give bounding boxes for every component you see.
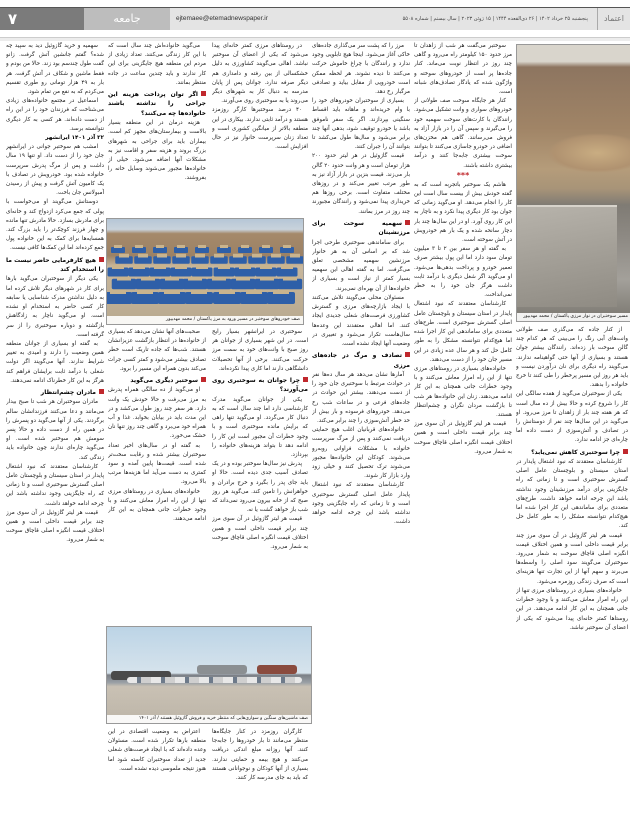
paragraph: سوختبری در ایرانشهر بسیار رایج است. در این شهر بسیاری از جوانان هر روز صبح با وانت‌های خود به سمت مرز حرکت می‌کنند. برخی از آنها تحصیلات دانشگاهی دارند اما کاری پیدا نکرده‌اند. (212, 329, 308, 372)
photo-fuel-trucks (106, 218, 304, 325)
column-4-top (212, 42, 308, 214)
paragraph: مرز را که پشت سر می‌گذاری جاده‌های خاکی آغاز می‌شود. اینجا هیچ تابلویی وجود ندارد و رانندگان با چراغ خاموش حرکت می‌کنند تا دیده نشوند. هر لحظه ممکن است خودرویی از مقابل بیاید و تصادفی مرگبار رخ دهد. (312, 43, 410, 96)
section-separator: *** (456, 170, 470, 180)
paragraph: قیمت هر لیتر گازوئیل در آن سوی مرز چند برابر قیمت داخلی است و همین اختلاف قیمت انگیزه اصلی قاچاق سوخت به شمار می‌رود. (414, 421, 512, 455)
paragraph: به گفته او در سال‌های اخیر تعداد سوختبران بیشتر شده و رقابت سخت‌تر شده است. قیمت‌ها پایین آمده و سود کمتری به دست می‌آید اما هزینه‌ها مرتب بالا می‌رود. (108, 442, 206, 486)
photo-tankers-queue (106, 626, 312, 724)
paragraph: قیمت هر لیتر گازوئیل در آن سوی مرز چند برابر قیمت داخلی است و همین اختلاف قیمت انگیزه اصلی قاچاق سوخت به شمار می‌رود. (6, 509, 104, 544)
subheading-text: سوختبر دیگری می‌گوید (130, 377, 198, 385)
subheading (212, 376, 308, 395)
photo-water-puddle (517, 205, 617, 307)
pickup-truck (213, 268, 234, 277)
pickup-truck (150, 268, 171, 277)
paragraph: امشب هم سوختبر جوانی در ایرانشهر جان خود را از دست داد. او تنها ۱۹ سال داشت و پس از مرگ پدرش سرپرست خانواده شده بود. خودرویش در تصادف با یک کامیون آتش گرفت و پیش از رسیدن آمبولانس جان باخت. (6, 144, 104, 197)
column-5-top (108, 42, 206, 214)
pickup-truck (132, 247, 146, 253)
paragraph: کارگران روزمزد در کنار جایگاه‌ها منتظر می‌مانند تا بار خودروها را جابه‌جا کنند. آنها روزانه مبلغ اندکی دریافت می‌کنند و هیچ بیمه و حمایتی ندارند. بسیاری از آنها کودکان و نوجوانانی هستند که باید به جای مدرسه کار کنند. (212, 729, 308, 782)
pickup-truck (191, 256, 209, 264)
red-square-bullet-icon (405, 352, 410, 357)
paragraph: کارشناسان معتقدند که نبود اشتغال پایدار در استان سیستان و بلوچستان عامل اصلی گسترش سوختبری است و تا زمانی که راه جایگزینی وجود نداشته باشد این چرخه ادامه خواهد داشت. (6, 463, 104, 507)
pickup-truck (234, 268, 255, 277)
pickup-truck (207, 279, 232, 290)
column-3 (312, 42, 410, 816)
pickup-truck (159, 279, 184, 290)
pickup-truck (106, 292, 132, 304)
paragraph: یکی دیگر از سوختبران می‌گوید بارها برای کار در شهرهای دیگر تلاش کرده اما به دلیل نداشتن مدرک شناسایی یا سابقه کار کسی حاضر به استخدام او نشده است. او می‌گوید ناچار به زادگاهش بازگشته و دوباره سوختبری را از سر گرفته است. (6, 276, 104, 338)
paragraph: مسئولان محلی می‌گویند تلاش می‌کنند با ایجاد بازارچه‌های مرزی و گسترش کشاورزی فرصت‌های شغلی جدیدی ایجاد کنند. اما اهالی معتقدند این وعده‌ها سال‌هاست تکرار می‌شود و تغییری در وضعیت آنها ایجاد نشده است. (312, 294, 410, 347)
red-square-bullet-icon (303, 377, 308, 382)
pickup-truck (195, 247, 209, 253)
column-4-bottom (212, 728, 308, 816)
red-square-bullet-icon (405, 220, 410, 225)
paragraph: برای ساماندهی سوختبری طرحی اجرا شد که بر اساس آن به هر خانوار مرزنشین سهمیه مشخصی تعلق می‌گرفت. اما به گفته اهالی این سهمیه بسیار کمتر از نیاز است و بسیاری از خانواده‌ها از آن بهره‌ای نمی‌برند. (312, 239, 410, 292)
pickup-truck (153, 247, 167, 253)
pickup-truck (108, 268, 129, 277)
column-1 (516, 326, 628, 816)
photo-caption: صف خودروهای سوختبر در مسیر ورود به مرز پاکستان / محمد مهدیپور (107, 316, 303, 324)
red-square-bullet-icon (99, 389, 104, 394)
red-square-bullet-icon (99, 257, 104, 262)
pickup-truck (192, 268, 213, 277)
subheading-text: تصادف و مرگ در جاده‌های مرزی (312, 352, 410, 369)
pickup-truck (210, 256, 228, 264)
red-square-bullet-icon (623, 449, 628, 454)
pickup-truck (115, 256, 133, 264)
pickup-truck (254, 279, 279, 290)
pickup-truck (131, 292, 159, 304)
pickup-truck (255, 268, 276, 277)
pickup-truck (278, 279, 303, 290)
paragraph: به گفته او هر سفر بین ۲ تا ۳ میلیون تومان سود دارد اما این پول بیشتر صرف تعمیر خودرو و پرداخت بدهی‌ها می‌شود. او می‌گوید اگر شغل دیگری با درآمد ثابت داشت هرگز جان خود را به خطر نمی‌انداخت. (414, 246, 512, 299)
paragraph: خانواده‌های بسیاری در روستاهای مرزی تنها از این راه امرار معاش می‌کنند و با وجود خطرات جانی همچنان به این کار ادامه می‌دهند. زنان این خانواده‌ها هر شب تا بازگشت مردان نگران و چشم‌انتظار هستند. (414, 365, 512, 418)
car-row (127, 677, 302, 683)
tanker-truck (197, 665, 247, 674)
paragraph: خانواده‌های بسیاری در روستاهای مرزی تنها از این راه امرار معاش می‌کنند و با وجود خطرات جانی همچنان به این کار ادامه می‌دهند. (108, 488, 206, 523)
paragraph: اعتراض به وضعیت اقتصادی در این منطقه بارها تکرار شده است. مسئولان وعده داده‌اند که با ایجاد فرصت‌های شغلی جدید از تعداد سوختبران کاسته شود اما هنوز نتیجه ملموسی دیده نشده است. (108, 729, 206, 772)
paragraph: مادران سوختبران هر شب تا صبح بیدار می‌مانند و دعا می‌کنند فرزندانشان سالم برگردند. یکی از آنها می‌گوید دو پسرش را در همین راه از دست داده و حالا پسر سومش هم سوختبر شده است. او می‌گوید چاره‌ای ندارند چون خانواده باید زندگی کند. (6, 399, 104, 461)
pickup-truck (136, 279, 161, 290)
photo-desert-water-path (516, 44, 630, 322)
pickup-truck (276, 268, 297, 277)
pickup-truck (229, 256, 247, 264)
subheading-text: اگر توان پرداخت هزینه این جراحی را نداشته باشند خانواده‌ها چه می‌کنند؟ (108, 91, 206, 117)
pickup-truck (153, 256, 171, 264)
page-number: ۷ (0, 8, 84, 30)
paragraph: کنار هر جایگاه سوخت صف طولانی از خودروهای سواری و وانت تشکیل می‌شود. رانندگان با کارت‌های سوخت سهمیه خود را می‌گیرند و سپس آن را در بازار آزاد به فروش می‌رسانند. گاهی هم مخزن‌های اضافی در خودرو جاسازی می‌کنند تا بتوانند سوخت بیشتری جابه‌جا کنند و درآمد بیشتری داشته باشند. (414, 98, 512, 169)
pickup-truck (134, 256, 152, 264)
paragraph: قیمت هر لیتر گازوئیل در آن سوی مرز چند برابر قیمت داخلی است و همین اختلاف قیمت انگیزه اصلی قاچاق سوخت به شمار می‌رود. سوختبران می‌گویند سود اصلی را واسطه‌ها می‌برند و سهم آنها از این تجارت تنها هزینه‌ای است که صرف زندگی روزمره می‌شود. (516, 532, 628, 585)
photo-caption: مسیر سوختبران در نوار مرزی پاکستان / محمد مهدیپور (517, 313, 630, 321)
photo-caption: صف ماشین‌های سنگین و سواری‌هایی که منتظر خرید و فروش گازوئیل هستند / آذر ۱۴۰۱ (107, 715, 311, 723)
pickup-truck (217, 247, 231, 253)
paragraph: بسیاری از سوختبران خودروهای خود را با وام خریده‌اند و ماهانه باید اقساط سنگینی بپردازند. اگر یک سفر ناموفق باشد یا خودرو توقیف شود، بدهی آنها چند برابر می‌شود و سال‌ها طول می‌کشد تا بتوانند آن را جبران کنند. (312, 98, 410, 151)
paragraph: او می‌گوید از ده سالگی همراه پدرش به مرز می‌رفت و حالا خودش یک وانت دارد. هر سفر چند روز طول می‌کشد و در این مدت باید در بیابان بخوابد. غذا و آب همراه خود می‌برد و گاهی چند روز تنها نان خشک می‌خورد. (108, 387, 206, 440)
subheading-text: مادران چشم‌انتظار (40, 388, 96, 396)
pickup-truck (259, 247, 273, 253)
pickup-truck (267, 256, 285, 264)
pickup-truck (172, 256, 190, 264)
section-title: جامعه (84, 8, 170, 30)
paragraph: کارشناسان معتقدند که نبود اشتغال پایدار در استان سیستان و بلوچستان عامل اصلی گسترش سوختبری است و تا زمانی که راه جایگزینی برای درآمد مرزنشینان وجود نداشته باشد این چرخه ادامه خواهد داشت. طرح‌های متعددی برای ساماندهی این کار اجرا شده اما هیچ‌کدام نتوانسته مشکل را به طور کامل حل کند. (516, 459, 628, 530)
column-2 (414, 42, 512, 816)
paragraph: دوستانش می‌گویند او می‌خواست با پولی که جمع می‌کرد ازدواج کند و خانه‌ای برای مادرش بسازد. حالا مادرش تنها مانده و چهار فرزند کوچک‌تر را باید بزرگ کند. همسایه‌ها برای کمک به این خانواده پول جمع کرده‌اند اما این کمک‌ها کافی نیست. (6, 199, 104, 252)
subheading (516, 448, 628, 457)
column-5-bottom (108, 728, 206, 816)
pickup-truck (174, 247, 188, 253)
pickup-truck (213, 292, 241, 304)
subheading (312, 351, 410, 370)
tanker-truck (257, 665, 297, 674)
pickup-truck (231, 279, 256, 290)
subheading-text: چرا جوانان به سوختبری روی می‌آورند؟ (212, 377, 308, 394)
pickup-truck (280, 247, 294, 253)
paragraph: ۴۰ درصد سوختبرها کارگر روزمزد هستند و درآمد ثابتی ندارند. بیکاری در این منطقه بالاتر از میانگین کشوری است و تعداد زنان سرپرست خانوار نیز در حال افزایش است. (212, 107, 308, 151)
red-square-bullet-icon (201, 91, 206, 96)
photo-shrubs (547, 133, 630, 173)
paragraph: به گفته او بسیاری از جوانان منطقه همین وضعیت را دارند و امیدی به تغییر شرایط ندارند. آنها می‌گویند اگر دولت شغلی با درآمد ثابت برایشان فراهم کند هرگز به این کار خطرناک ادامه نمی‌دهند. (6, 340, 104, 384)
subheading-text: هیچ کارفرمایی حاضر نیست ما را استخدام کند (6, 256, 104, 274)
paragraph: از کنار جاده که می‌گذری صف طولانی وانت‌های آبی رنگ را می‌بینی که هر کدام چند گالن سوخت بار زده‌اند. رانندگان بیشتر جوان هستند و بسیاری از آنها حتی گواهینامه ندارند. می‌گویند راه دیگری برای نان درآوردن نیست و باید هر روز این مسیر پرخطر را طی کنند تا خرج خانواده را بدهند. (516, 327, 628, 389)
subheading-text: سهمیه سوخت برای مرزنشینان (312, 219, 410, 237)
red-square-bullet-icon (201, 377, 206, 382)
paragraph: سوختبر می‌گفت هر شب از زاهدان تا مرز حدود ۱۵۰ کیلومتر راه می‌رود و گاهی چند روز در انتظار نوبت می‌ماند. کنار جاده‌ها پر است از خودروهای سوخته و واژگون شده که یادگار تصادف‌های شبانه است. (414, 43, 512, 96)
pickup-truck (129, 268, 150, 277)
paragraph: آمارها نشان می‌دهد هر سال ده‌ها نفر در حوادث مرتبط با سوختبری جان خود را از دست می‌دهند. بیشتر این حوادث در جاده‌های فرعی و در ساعات شب رخ می‌دهد. خودروهای فرسوده و بار بیش از حد خطر آتش‌سوزی را چند برابر می‌کند. (312, 371, 410, 424)
pickup-truck (111, 247, 125, 253)
subheading (108, 90, 206, 118)
paragraph: یکی از جوانان می‌گوید مدرک کارشناسی دارد اما چند سال است که به دنبال کار می‌گردد. او می‌گوید تنها راهی که برایش مانده سوختبری است و با وجود خطرات آن مجبور است این کار را ادامه دهد تا بتواند هزینه‌های خانواده را بپردازد. (212, 396, 308, 459)
paragraph: قیمت هر لیتر گازوئیل در آن سوی مرز چند برابر قیمت داخلی است و همین اختلاف قیمت انگیزه اصلی قاچاق سوخت به شمار می‌رود. (212, 516, 308, 551)
pickup-truck (158, 292, 186, 304)
pickup-truck (171, 268, 192, 277)
paragraph: اسماعیل در مجتمع خانواده‌های زیادی می‌شناخت که فرزندان خود را در این راه از دست داده‌اند. هر کسی به کار دیگری نتوانسته برسد. (6, 98, 104, 132)
paragraph: در روستاهای مرزی کمتر خانه‌ای پیدا می‌شود که یکی از اعضای آن سوختبر نباشد. اهالی می‌گویند کشاورزی به دلیل خشکسالی از بین رفته و دامداری هم دیگر صرفه ندارد. جوانان پس از پایان مدرسه به دنبال کار به شهرهای دیگر می‌روند یا به سوختبری روی می‌آورند. (212, 43, 308, 105)
pickup-truck (112, 279, 137, 290)
pickup-truck (286, 256, 304, 264)
paragraph: سهمیه و خرید گازوئیل دید به سپید چه شده؟ گفتم جانشین آتش گرفت. زانو گفت طول چندسم بود زند. حالا من بودم و فقط ماشین و شکاف در آتش گرفت. هر بار به ۴۹ هزار تومانی رو طوری تقسیم می‌کردم که به نفع من تمام شود. (6, 43, 104, 96)
paragraph: خانواده‌های بسیاری در روستاهای مرزی تنها از این راه امرار معاش می‌کنند و با وجود خطرات جانی همچنان به این کار ادامه می‌دهند. در این روستاها کمتر خانه‌ای پیدا می‌شود که یکی از اعضای آن سوختبر نباشد. (516, 587, 628, 631)
page-header (0, 8, 630, 30)
pickup-truck (248, 256, 266, 264)
paragraph: یکی از سوختبران می‌گوید از هفده سالگی این کار را شروع کرده و حالا بیش از ده سال است که هر هفته چند بار از زاهدان تا مرز می‌رود. او می‌گوید در این سال‌ها چند نفر از دوستانش را در تصادف و آتش‌سوزی از دست داده اما چاره‌ای جز ادامه ندارد. (516, 391, 628, 444)
issue-date-line: پنجشنبه ۲۵ خرداد ۱۴۰۲ | ۲۶ ذی‌القعده ۱۴۴۴ | ۱۵ ژوئن ۲۰۲۳ | سال بیستم | شماره ۵۵۰۸ (402, 16, 588, 22)
column-4-middle (212, 328, 308, 622)
newspaper-logo: اعتماد (597, 8, 624, 30)
subheading (6, 256, 104, 275)
pickup-truck (267, 292, 295, 304)
paragraph: قیمت گازوئیل در هر لیتر حدود ۲۰۰ هزار تومان است و هر وانت حدود ۲۰ گالن بار می‌زند. قیمت بنزین در بازار آزاد نیز به طور مرتب تغییر می‌کند و در روزهای مختلف متفاوت است. برخی روزها هم خریداری پیدا نمی‌شود و رانندگان مجبورند چند روز در مرز بمانند. (312, 153, 410, 215)
paragraph: می‌گوید خانواده‌اش چند سال است که با این کار زندگی می‌کنند. تعداد زیادی از مردم این منطقه هیچ جایگزینی برای این کار ندارند و باید چندین ساعت در جاده منتظر بمانند. (108, 43, 206, 86)
paragraph: خانواده‌های قربانیان اغلب هیچ حمایتی دریافت نمی‌کنند و پس از مرگ سرپرست خانواده با مشکلات فراوانی روبه‌رو می‌شوند. کودکان این خانواده‌ها مجبور می‌شوند ترک تحصیل کنند و خیلی زود وارد بازار کار شوند. (312, 427, 410, 480)
paragraph: کارشناسان معتقدند که نبود اشتغال پایدار عامل اصلی گسترش سوختبری است و تا زمانی که راه جایگزینی وجود نداشته باشد این چرخه ادامه خواهد داشت. (312, 482, 410, 526)
paragraph: کارشناسان معتقدند که نبود اشتغال پایدار در استان سیستان و بلوچستان عامل اصلی گسترش سوختبری است. طرح‌های متعددی برای ساماندهی این کار اجرا شده اما هیچ‌کدام نتوانسته مشکل را به طور کامل حل کند و هر سال عده زیادی در این مسیر جان خود را از دست می‌دهند. (414, 301, 512, 363)
paragraph: صحبت‌های آنها نشان می‌دهد که بسیاری از خانواده‌ها در انتظار بازگشت عزیزانشان هستند. شب‌ها که جاده تاریک است خطر تصادف بیشتر می‌شود و کمتر کسی جرات می‌کند بدون همراه این مسیر را برود. (108, 329, 206, 372)
pickup-truck (240, 292, 268, 304)
pickup-truck (185, 292, 213, 304)
pickup-truck (238, 247, 252, 253)
section-email: ejtemaee@etemadnewspaper.ir (176, 15, 268, 22)
subheading (108, 376, 206, 385)
subheading (6, 388, 104, 397)
header-sub-rule (0, 37, 630, 41)
paragraph: هاشم یک سوختبر باتجربه است که به گفته خودش بیش از بیست سال است این کار را انجام می‌دهد. او می‌گوید زمانی که جوان بود کار دیگری پیدا نکرد و به ناچار به این کار روی آورد. او در این سال‌ها چند بار دچار سانحه شده و یک بار هم خودرویش در آتش سوخته است. (414, 181, 512, 244)
column-6 (6, 42, 104, 816)
pickup-truck (183, 279, 208, 290)
column-5-middle (108, 328, 206, 622)
paragraph: هزینه درمان در این منطقه بسیار بالاست و بیمارستان‌های مجهز کم است. بیماران باید برای جراحی به شهرهای بزرگ بروند و هزینه سفر و اقامت نیز به مشکلات آنها اضافه می‌شود. خیلی از خانواده‌ها مجبور می‌شوند وسایل خانه را بفروشند. (108, 120, 206, 182)
dateline: ۲۲ آذر ۱۴۰۱ ایرانشهر (45, 135, 104, 142)
subheading-text: چرا سوختبری کاهش نمی‌یابد؟ (531, 448, 620, 456)
paragraph: پدرش نیز سال‌ها سوختبر بوده و در یک تصادف آسیب جدی دیده است. حالا او باید جای پدر را بگیرد و خرج برادران و خواهرانش را تامین کند. می‌گوید هر روز صبح که از خانه بیرون می‌رود نمی‌داند که شب باز خواهد گشت یا نه. (212, 461, 308, 514)
subheading (312, 219, 410, 238)
